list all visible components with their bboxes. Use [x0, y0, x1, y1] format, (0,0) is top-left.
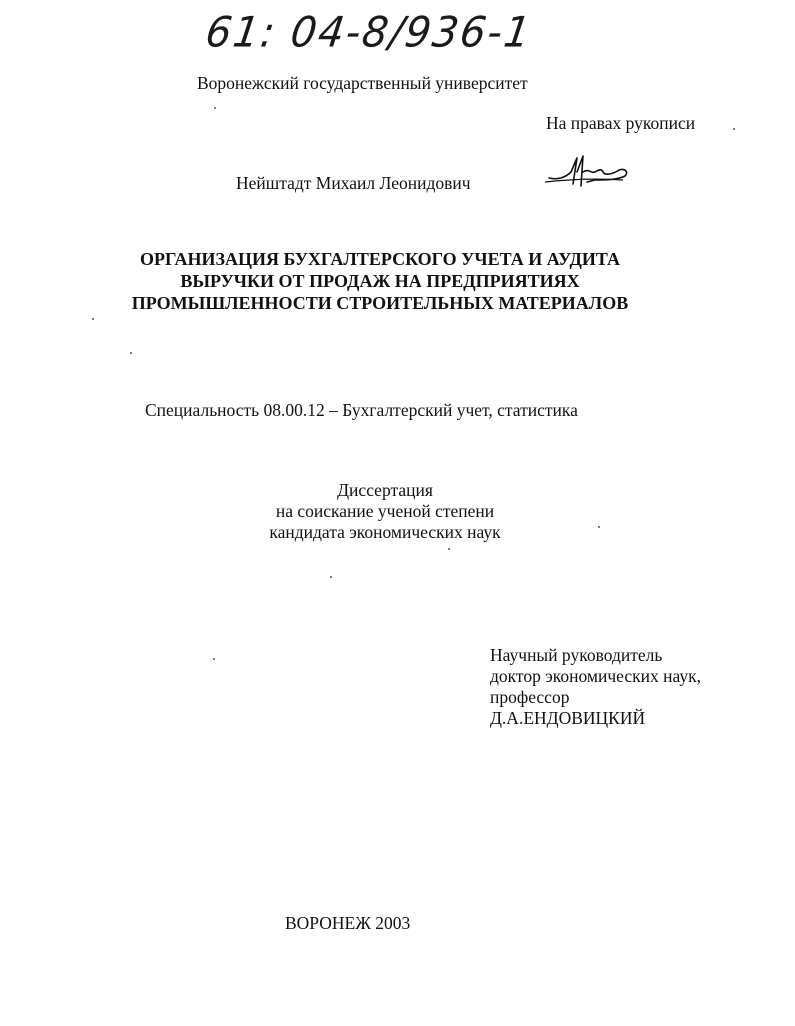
archive-number-handwritten: 61: 04-8/936-1 — [202, 8, 535, 58]
city-year: ВОРОНЕЖ 2003 — [285, 913, 411, 933]
title-line: ОРГАНИЗАЦИЯ БУХГАЛТЕРСКОГО УЧЕТА И АУДИТА — [139, 249, 621, 269]
rights-note: На правах рукописи — [546, 113, 696, 133]
supervisor-block — [490, 645, 701, 729]
dissertation-label: Диссертация — [337, 480, 433, 500]
title-line: ПРОМЫШЛЕННОСТИ СТРОИТЕЛЬНЫХ МАТЕРИАЛОВ — [131, 293, 629, 313]
supervisor-degree: доктор экономических наук, — [490, 666, 701, 686]
title-line: ВЫРУЧКИ ОТ ПРОДАЖ НА ПРЕДПРИЯТИЯХ — [180, 271, 580, 291]
scan-speck — [598, 526, 600, 528]
scan-speck — [330, 576, 332, 578]
dissertation-block — [240, 480, 530, 543]
degree-purpose: на соискание ученой степени — [275, 501, 495, 521]
scan-speck — [130, 352, 132, 354]
scan-speck — [733, 128, 735, 130]
scan-speck — [214, 107, 216, 109]
degree-name: кандидата экономических наук — [269, 522, 501, 542]
specialty-line: Специальность 08.00.12 – Бухгалтерский учет, статистика — [145, 400, 578, 420]
signature-image — [543, 150, 633, 195]
scan-speck — [92, 318, 94, 320]
author-name: Нейштадт Михаил Леонидович — [236, 173, 471, 193]
university-name: Воронежский государственный университет — [197, 73, 528, 93]
supervisor-title: профессор — [490, 687, 570, 707]
scan-speck — [448, 548, 450, 550]
scan-speck — [213, 658, 215, 660]
supervisor-role: Научный руководитель — [490, 645, 663, 665]
supervisor-name: Д.А.ЕНДОВИЦКИЙ — [490, 708, 646, 728]
dissertation-title — [60, 248, 700, 314]
